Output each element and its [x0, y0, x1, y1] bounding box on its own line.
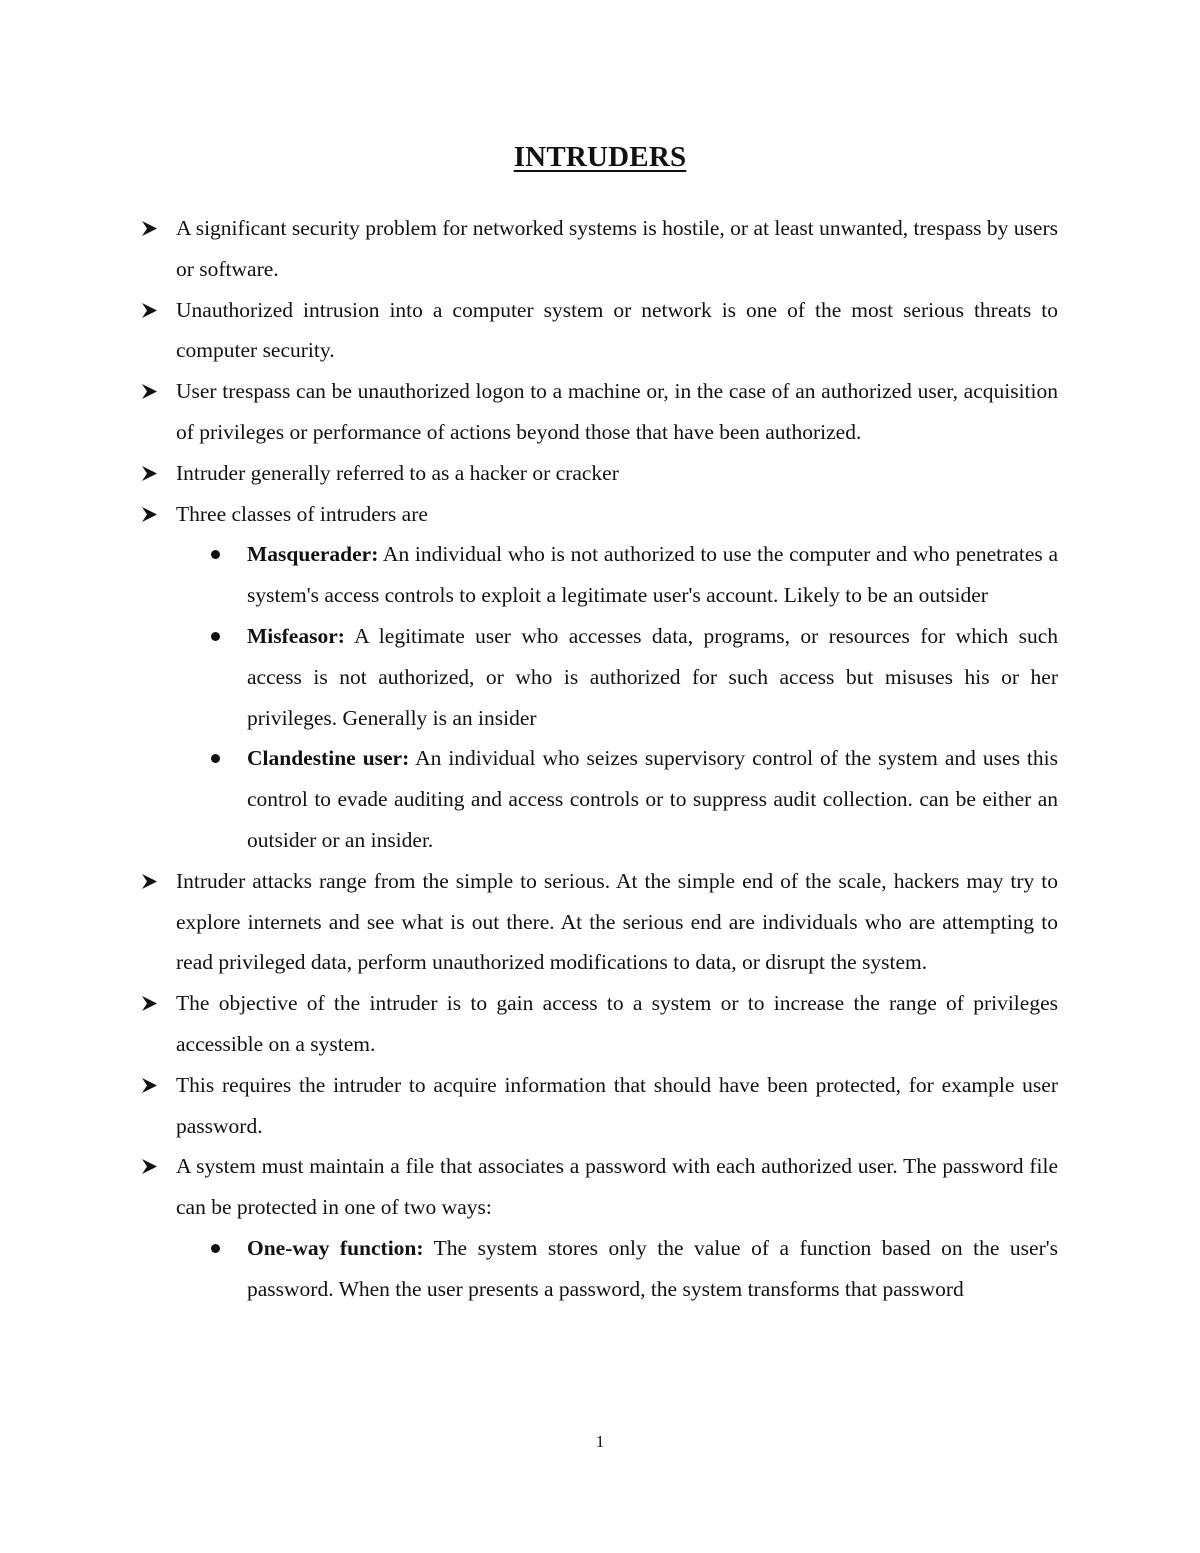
list-item-text: A system must maintain a file that associates a password with each authorized user. The password file can be protected in one of two ways:	[176, 1154, 1058, 1220]
arrow-bullet-icon	[140, 1146, 164, 1187]
list-item-text: This requires the intruder to acquire information that should have been protected, for example user password.	[176, 1072, 1058, 1138]
dot-bullet-icon	[211, 550, 220, 559]
document-body	[140, 208, 1058, 1310]
arrow-bullet-icon	[140, 290, 164, 331]
list-item	[140, 983, 1058, 1065]
sub-list-item	[211, 738, 1058, 860]
arrow-bullet-icon	[140, 453, 164, 494]
term-label: Clandestine user:	[247, 746, 410, 771]
dot-bullet-icon	[211, 754, 220, 763]
page-number: 1	[595, 1432, 605, 1451]
list-item	[140, 1146, 1058, 1228]
list-item	[140, 861, 1058, 983]
term-description: The system stores only the value of a function based on the user's password. When the user presents a password, the system transforms that password	[247, 1235, 1058, 1301]
arrow-bullet-icon	[140, 371, 164, 412]
arrow-bullet-icon	[140, 861, 164, 902]
arrow-bullet-icon	[140, 1065, 164, 1106]
arrow-bullet-icon	[140, 208, 164, 249]
term-description: An individual who is not authorized to use the computer and who penetrates a system's access controls to exploit a legitimate user's account. Likely to be an outsider	[247, 542, 1058, 608]
list-item	[140, 453, 1058, 494]
list-item-text: A significant security problem for networked systems is hostile, or at least unwanted, trespass by users or software.	[176, 216, 1058, 281]
list-item-text: User trespass can be unauthorized logon to a machine or, in the case of an authorized user, acquisition of privileges or performance of actions beyond those that have been authorized.	[176, 379, 1058, 444]
page-title: INTRUDERS	[513, 141, 687, 173]
sub-list-item	[211, 1228, 1058, 1310]
term-label: Misfeasor:	[247, 623, 345, 648]
term-label: Masquerader:	[247, 542, 379, 567]
list-item	[140, 371, 1058, 453]
arrow-bullet-icon	[140, 494, 164, 535]
list-item-text: Intruder generally referred to as a hacker or cracker	[176, 460, 619, 485]
list-item-text: Unauthorized intrusion into a computer system or network is one of the most serious threats to computer security.	[176, 297, 1058, 363]
sub-list-item	[211, 616, 1058, 738]
list-item	[140, 494, 1058, 535]
list-item	[140, 208, 1058, 290]
dot-bullet-icon	[211, 632, 220, 641]
list-item-text: Three classes of intruders are	[176, 501, 428, 526]
dot-bullet-icon	[211, 1244, 220, 1253]
list-item	[140, 290, 1058, 372]
list-item-text: Intruder attacks range from the simple to serious. At the simple end of the scale, hackers may try to explore internets and see what is out there. At the serious end are individuals who are attempting to read privileged data, perform unauthorized modifications to data, or disrupt the system.	[176, 868, 1058, 975]
list-item-text: The objective of the intruder is to gain access to a system or to increase the range of privileges accessible on a system.	[176, 991, 1058, 1056]
arrow-bullet-icon	[140, 983, 164, 1024]
sub-list-item	[211, 534, 1058, 616]
term-description: A legitimate user who accesses data, programs, or resources for which such access is not authorized, or who is authorized for such access but misuses his or her privileges. Generally is an insider	[247, 623, 1058, 730]
term-label: One-way function:	[247, 1235, 424, 1260]
term-description: An individual who seizes supervisory control of the system and uses this control to evade auditing and access controls or to suppress audit collection. can be either an outsider or an insider.	[247, 746, 1058, 852]
list-item	[140, 1065, 1058, 1147]
